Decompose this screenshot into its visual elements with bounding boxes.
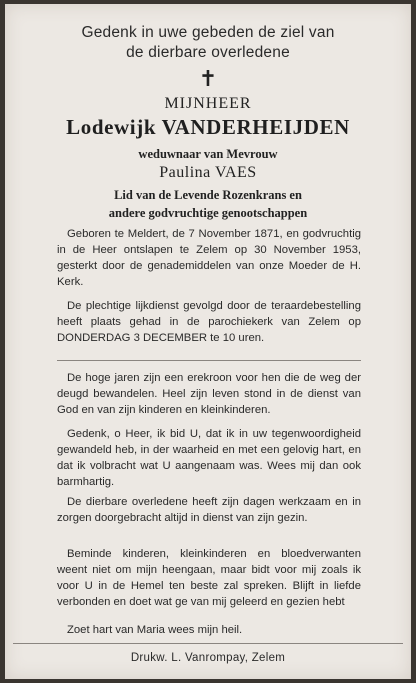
printer-credit: Drukw. L. Vanrompay, Zelem xyxy=(130,652,286,664)
memorial-card xyxy=(5,4,411,679)
meditation-paragraph: Beminde kinderen, kleinkinderen en bloedverwanten weent niet om mijn heengaan, maar bidt voor mij zoals ik voor U in de Hemel ten beste zal spreken. Blijft in liefde verbonden en doet wat ge van mij geleerd en gezien hebt xyxy=(57,548,361,608)
spouse-name: Paulina VAES xyxy=(159,164,257,181)
meditation-paragraph: De hoge jaren zijn een erekroon voor hen die de weg der deugd bewandelen. Heel zijn leven stond in de dienst van God en van zijn kinderen en kleinkinderen. xyxy=(57,372,361,416)
relation-text: weduwnaar van Mevrouw xyxy=(138,147,278,161)
deceased-name: Lodewijk VANDERHEIJDEN xyxy=(66,115,350,139)
meditation-paragraph: Gedenk, o Heer, ik bid U, dat ik in uw tegenwoordigheid gewandeld heb, in der waarheid en met een gelovig hart, en dat ik volbracht wat U aangenaam was. Wees mij dan ook barmhartig. xyxy=(57,428,361,488)
funeral-paragraph: De plechtige lijkdienst gevolgd door de teraardebestelling heeft plaats gehad in de parochiekerk van Zelem op DONDERDAG 3 DECEMBER te 10 uren. xyxy=(57,300,361,344)
birth-death-paragraph: Geboren te Meldert, de 7 November 1871, en godvruchtig in de Heer ontslapen te Zelem op 30 November 1953, gesterkt door de genademiddelen van onze Moeder de H. Kerk. xyxy=(57,228,361,288)
header-line-1: Gedenk in uwe gebeden de ziel van xyxy=(81,24,335,41)
divider xyxy=(57,360,361,361)
meditation-paragraph: De dierbare overledene heeft zijn dagen werkzaam en in zorgen doorgebracht altijd in dienst van zijn gezin. xyxy=(57,496,361,524)
membership-text: Lid van de Levende Rozenkrans en andere godvruchtige genootschappen xyxy=(108,188,308,220)
prayer-line: Zoet hart van Maria wees mijn heil. xyxy=(67,624,243,636)
header-line-2: de dierbare overledene xyxy=(126,44,290,61)
footer-divider xyxy=(13,643,403,644)
honorific: MIJNHEER xyxy=(164,95,252,112)
cross-icon: ✝ xyxy=(198,66,218,91)
